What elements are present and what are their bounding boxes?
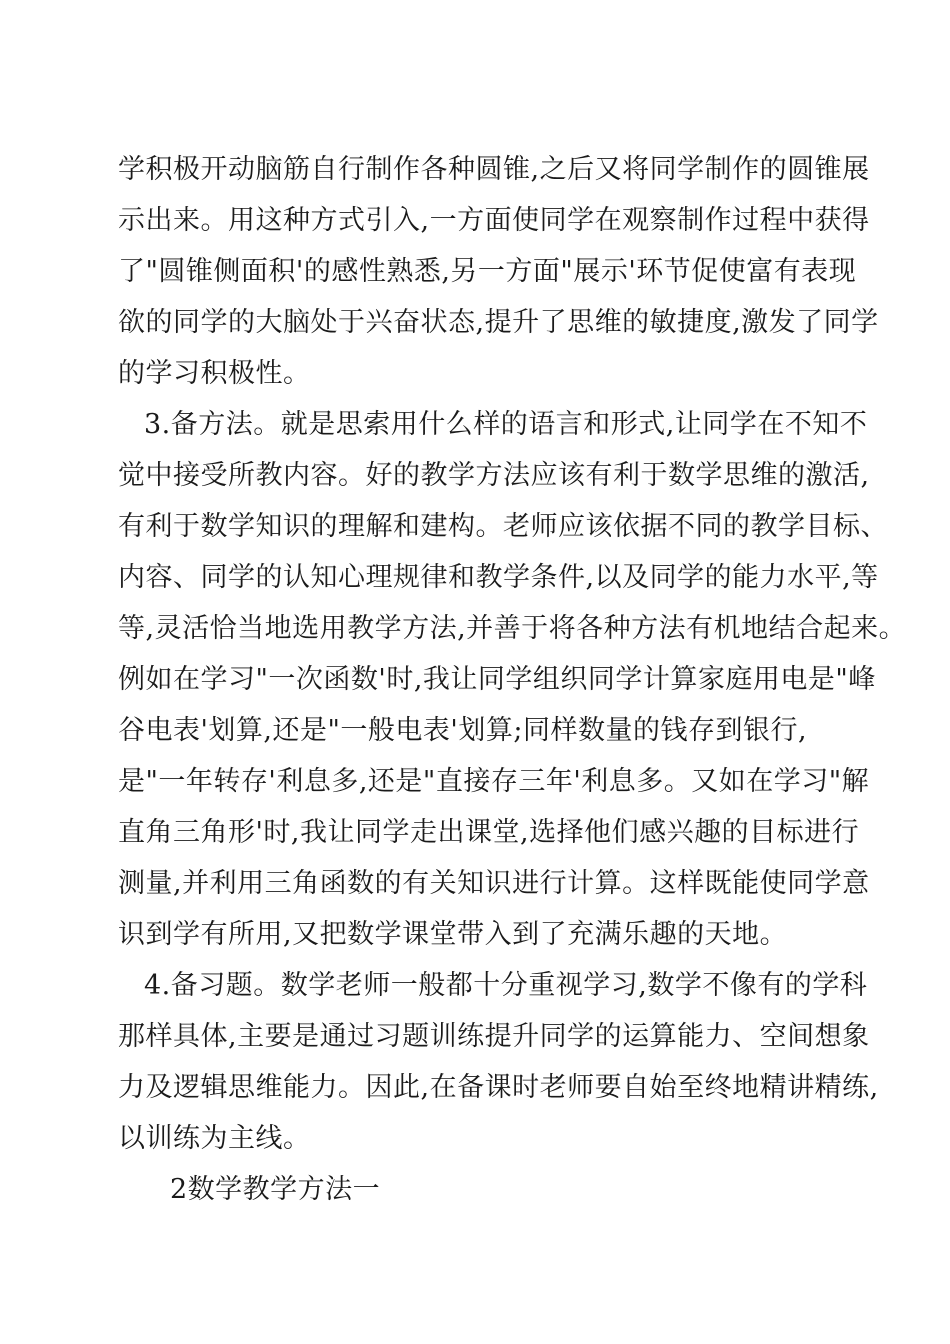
- paragraph-3-first-line: 3.备方法。就是思索用什么样的语言和形式,让同学在不知不: [144, 409, 868, 440]
- body-line-4: 欲的同学的大脑处于兴奋状态,提升了思维的敏捷度,激发了同学: [118, 307, 879, 338]
- body-line-3: 了"圆锥侧面积'的感性熟悉,另一方面"展示'环节促使富有表现: [118, 256, 857, 287]
- body-line-11: 例如在学习"一次函数'时,我让同学组织同学计算家庭用电是"峰: [118, 664, 876, 695]
- body-line-14: 直角三角形'时,我让同学走出课堂,选择他们感兴趣的目标进行: [118, 817, 860, 848]
- body-line-12: 谷电表'划算,还是"一般电表'划算;同样数量的钱存到银行,: [118, 715, 808, 746]
- body-line-16: 识到学有所用,又把数学课堂带入到了充满乐趣的天地。: [118, 919, 788, 950]
- body-line-13: 是"一年转存'利息多,还是"直接存三年'利息多。又如在学习"解: [118, 766, 870, 797]
- section-heading: 2数学教学方法一: [170, 1174, 381, 1205]
- body-line-1: 学积极开动脑筋自行制作各种圆锥,之后又将同学制作的圆锥展: [118, 154, 870, 185]
- body-line-5: 的学习积极性。: [118, 358, 311, 389]
- body-line-10: 等,灵活恰当地选用教学方法,并善于将各种方法有机地结合起来。: [118, 613, 907, 644]
- body-line-9: 内容、同学的认知心理规律和教学条件,以及同学的能力水平,等: [118, 562, 879, 593]
- paragraph-4-first-line: 4.备习题。数学老师一般都十分重视学习,数学不像有的学科: [144, 970, 868, 1001]
- body-line-2: 示出来。用这种方式引入,一方面使同学在观察制作过程中获得: [118, 205, 870, 236]
- body-line-15: 测量,并利用三角函数的有关知识进行计算。这样既能使同学意: [118, 868, 870, 899]
- body-line-19: 力及逻辑思维能力。因此,在备课时老师要自始至终地精讲精练,: [118, 1072, 879, 1103]
- body-line-20: 以训练为主线。: [118, 1123, 311, 1154]
- body-line-7: 觉中接受所教内容。好的教学方法应该有利于数学思维的激活,: [118, 460, 870, 491]
- body-line-18: 那样具体,主要是通过习题训练提升同学的运算能力、空间想象: [118, 1021, 870, 1052]
- body-line-8: 有利于数学知识的理解和建构。老师应该依据不同的教学目标、: [118, 511, 888, 542]
